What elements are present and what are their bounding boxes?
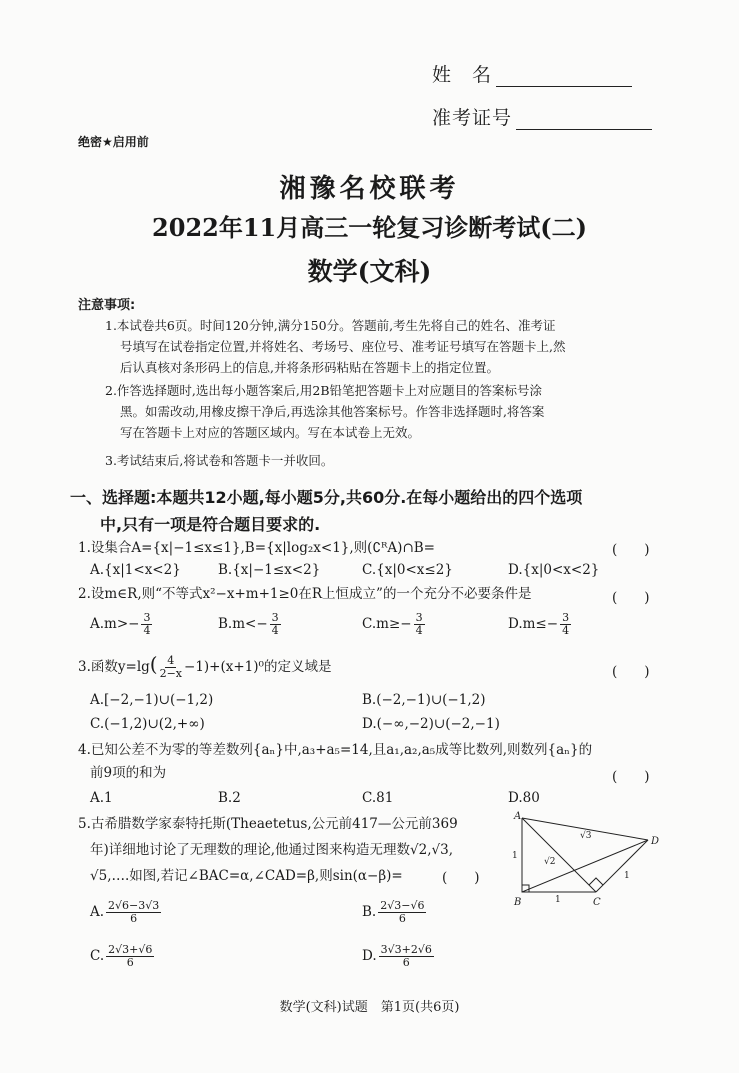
question-4-stem: 4.已知公差不为零的等差数列{aₙ}中,a₃+a₅=14,且a₁,a₂,a₅成等比数列,则数列{aₙ}的 <box>78 742 593 758</box>
q2-option-c[interactable] <box>362 612 427 637</box>
q5-option-a[interactable]: A. $\frac{2√6-3√3}{6}$ <box>90 899 160 925</box>
question-3-stem: 3.函数y=lg( $\frac{4}{2-x}$ −1)+(x+1)⁰的定义域是 <box>78 652 332 680</box>
segment-cd <box>596 840 648 892</box>
question-2-stem: 2.设m∈R,则“不等式x²−x+m+1≥0在R上恒成立”的一个充分不必要条件是 <box>78 586 532 602</box>
label-c: C <box>593 897 601 908</box>
answer-paren[interactable]: ( ) <box>612 769 650 785</box>
q2-option-b[interactable] <box>218 612 283 637</box>
edge-cd-label: 1 <box>624 871 630 881</box>
answer-paren[interactable]: ( ) <box>442 870 480 886</box>
question-1-stem: 1.设集合A={x|−1≤x≤1},B={x|log₂x<1},则(∁ᴿA)∩B= <box>78 540 435 556</box>
q1-option-d[interactable]: D.{x|0<x<2} <box>508 562 600 578</box>
id-underline[interactable] <box>516 109 652 130</box>
q3-option-d[interactable]: D.(−∞,−2)∪(−2,−1) <box>362 716 500 732</box>
subject-title: 数学(文科) <box>307 257 432 286</box>
fraction: $\frac{4}{2-x}$ <box>159 654 183 680</box>
q5-option-d[interactable]: D. $\frac{3√3+2√6}{6}$ <box>362 943 432 969</box>
note-line: 后认真核对条形码上的信息,并将条形码粘贴在答题卡上的指定位置。 <box>120 360 499 375</box>
name-label: 姓 名 <box>432 64 493 86</box>
fraction: $\frac{3}{4}$ <box>562 611 570 637</box>
id-label: 准考证号 <box>432 107 513 129</box>
option-prefix: C.m≥− <box>362 616 412 632</box>
q4-option-b[interactable]: B.2 <box>218 790 241 806</box>
answer-paren[interactable]: ( ) <box>612 590 650 606</box>
question-4-stem-cont: 前9项的和为 <box>90 765 167 781</box>
edge-bc-label: 1 <box>555 895 561 905</box>
fraction: $\frac{3√3+2√6}{6}$ <box>380 943 432 969</box>
edge-ab-label: 1 <box>512 851 518 861</box>
option-prefix: A.m>− <box>90 616 140 632</box>
q4-option-d[interactable]: D.80 <box>508 790 540 806</box>
note-line: 号填写在试卷指定位置,并将姓名、考场号、座位号、准考证号填写在答题卡上,然 <box>120 339 566 354</box>
section-heading: 一、选择题:本题共12小题,每小题5分,共60分.在每小题给出的四个选项 <box>70 488 583 507</box>
q5-option-b[interactable]: B. $\frac{2√3-√6}{6}$ <box>362 899 425 925</box>
note-line: 3.考试结束后,将试卷和答题卡一并收回。 <box>105 453 334 468</box>
answer-paren[interactable]: ( ) <box>612 664 650 680</box>
exam-title-2: 2022年11月高三一轮复习诊断考试(二) <box>152 213 587 242</box>
question-5-stem-cont: 年)详细地讨论了无理数的理论,他通过图来构造无理数√2,√3, <box>90 842 454 858</box>
triangle-figure <box>508 810 688 910</box>
q1-option-a[interactable]: A.{x|1<x<2} <box>90 562 181 578</box>
question-5-stem: 5.古希腊数学家泰特托斯(Theaetetus,公元前417—公元前369 <box>78 816 458 832</box>
note-line: 黑。如需改动,用橡皮擦干净后,再选涂其他答案标号。作答非选择题时,将答案 <box>120 404 545 419</box>
id-field[interactable] <box>432 103 652 130</box>
name-underline[interactable] <box>496 66 632 87</box>
fraction: $\frac{3}{4}$ <box>143 611 151 637</box>
note-line: 1.本试卷共6页。时间120分钟,满分150分。答题前,考生先将自己的姓名、准考证 <box>105 318 556 333</box>
q2-option-d[interactable] <box>508 612 573 637</box>
note-line: 写在答题卡上对应的答题区域内。写在本试卷上无效。 <box>120 425 421 440</box>
fraction: $\frac{3}{4}$ <box>271 611 279 637</box>
section-heading-cont: 中,只有一项是符合题目要求的. <box>100 515 321 534</box>
name-field[interactable] <box>432 60 632 87</box>
right-angle-mark-c <box>589 878 603 885</box>
label-a: A <box>514 811 522 822</box>
q1-option-c[interactable]: C.{x|0<x≤2} <box>362 562 453 578</box>
fraction: $\frac{2√6-3√3}{6}$ <box>108 899 160 925</box>
exam-title-1: 湘豫名校联考 <box>279 174 460 204</box>
q4-option-a[interactable]: A.1 <box>90 790 113 806</box>
q3-option-b[interactable]: B.(−2,−1)∪(−1,2) <box>362 692 486 708</box>
question-5-stem-cont: √5,….如图,若记∠BAC=α,∠CAD=β,则sin(α−β)= <box>90 868 403 884</box>
secret-mark: 绝密★启用前 <box>78 135 149 149</box>
option-prefix: B.m<− <box>218 616 268 632</box>
q3-option-a[interactable]: A.[−2,−1)∪(−1,2) <box>90 692 214 708</box>
q1-option-b[interactable]: B.{x|−1≤x<2} <box>218 562 321 578</box>
label-d: D <box>651 836 660 847</box>
q4-option-c[interactable]: C.81 <box>362 790 394 806</box>
edge-ad-label: √3 <box>580 831 592 841</box>
note-line: 2.作答选择题时,选出每小题答案后,用2B铅笔把答题卡上对应题目的答案标号涂 <box>105 383 543 398</box>
fraction: $\frac{3}{4}$ <box>415 611 423 637</box>
page-footer: 数学(文科)试题 第1页(共6页) <box>279 1000 460 1015</box>
q2-option-a[interactable] <box>90 612 154 637</box>
notes-heading: 注意事项: <box>78 298 136 313</box>
segment-bd <box>522 840 648 892</box>
option-prefix: D.m≤− <box>508 616 559 632</box>
answer-paren[interactable]: ( ) <box>612 542 650 558</box>
label-b: B <box>514 897 522 908</box>
q5-option-c[interactable]: C. $\frac{2√3+√6}{6}$ <box>90 943 153 969</box>
q3-option-c[interactable]: C.(−1,2)∪(2,+∞) <box>90 716 205 732</box>
edge-ac-label: √2 <box>544 857 556 867</box>
fraction: $\frac{2√3-√6}{6}$ <box>380 899 425 925</box>
fraction: $\frac{2√3+√6}{6}$ <box>108 943 153 969</box>
